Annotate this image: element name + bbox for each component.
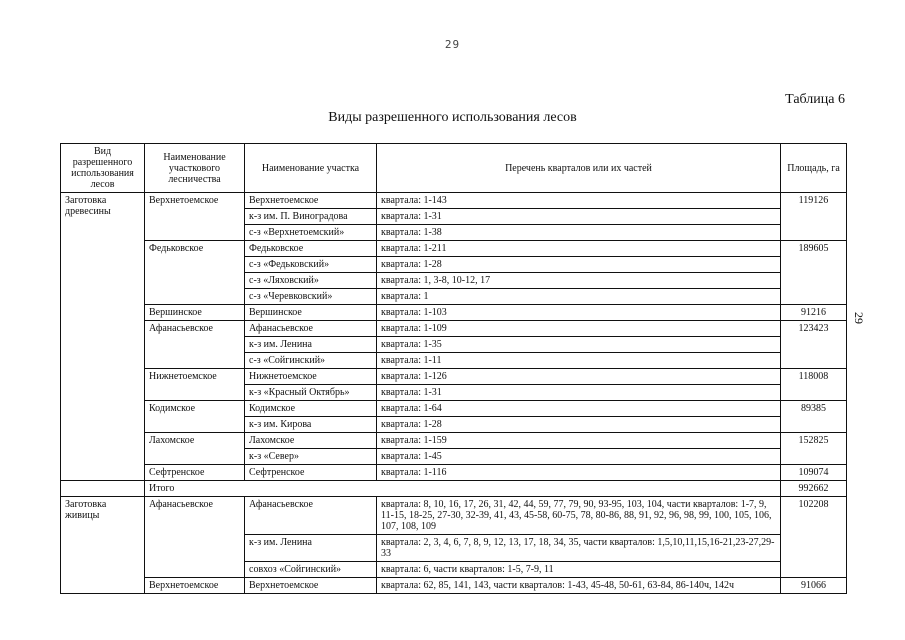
forestry-cell: Афанасьевское xyxy=(145,321,245,369)
total-label: Итого xyxy=(145,481,781,497)
area-cell: 91216 xyxy=(781,305,847,321)
table-row xyxy=(61,241,847,257)
quarters-cell: квартала: 1-211 xyxy=(377,241,781,257)
plot-cell: к-з «Красный Октябрь» xyxy=(245,385,377,401)
table-row xyxy=(61,433,847,449)
plot-cell: с-з «Ляховский» xyxy=(245,273,377,289)
area-cell: 189605 xyxy=(781,241,847,305)
quarters-cell: квартала: 1, 3-8, 10-12, 17 xyxy=(377,273,781,289)
plot-cell: к-з им. Ленина xyxy=(245,535,377,562)
plot-cell: Верхнетоемское xyxy=(245,193,377,209)
plot-cell: к-з им. Кирова xyxy=(245,417,377,433)
quarters-cell: квартала: 1-159 xyxy=(377,433,781,449)
plot-cell: с-з «Черевковский» xyxy=(245,289,377,305)
table-row xyxy=(61,321,847,337)
page-number-top: 29 xyxy=(444,38,461,51)
table-caption: Таблица 6 xyxy=(785,92,845,107)
area-cell: 119126 xyxy=(781,193,847,241)
forestry-cell: Верхнетоемское xyxy=(145,193,245,241)
table-row xyxy=(61,193,847,209)
quarters-cell: квартала: 8, 10, 16, 17, 26, 31, 42, 44, 59, 77, 79, 90, 93-95, 103, 104, части кварталов: 1-7, 9, 11-15, 18-25, 27-30, 32-39, 41, 43, 45-58, 60-75, 78, 80-86, 88, 91, 92, 96, 98, 99, 100, 105, 106, 107, 108, 109 xyxy=(377,497,781,535)
forestry-cell: Кодимское xyxy=(145,401,245,433)
plot-cell: совхоз «Сойгинский» xyxy=(245,562,377,578)
quarters-cell: квартала: 2, 3, 4, 6, 7, 8, 9, 12, 13, 17, 18, 34, 35, части кварталов: 1,5,10,11,15,16-21,23-27,29-33 xyxy=(377,535,781,562)
quarters-cell: квартала: 1-35 xyxy=(377,337,781,353)
forestry-cell: Федьковское xyxy=(145,241,245,305)
quarters-cell: квартала: 1-38 xyxy=(377,225,781,241)
table-row xyxy=(61,578,847,594)
area-cell: 118008 xyxy=(781,369,847,401)
header-area: Площадь, га xyxy=(781,144,847,193)
area-cell: 123423 xyxy=(781,321,847,369)
table-row xyxy=(61,401,847,417)
header-use-type: Вид разрешенного использования лесов xyxy=(61,144,145,193)
forestry-cell: Нижнетоемское xyxy=(145,369,245,401)
quarters-cell: квартала: 1-64 xyxy=(377,401,781,417)
plot-cell: к-з «Север» xyxy=(245,449,377,465)
quarters-cell: квартала: 1-28 xyxy=(377,417,781,433)
area-cell: 89385 xyxy=(781,401,847,433)
plot-cell: к-з им. П. Виноградова xyxy=(245,209,377,225)
forestry-cell: Лахомское xyxy=(145,433,245,465)
side-page-number: 29 xyxy=(852,312,866,324)
area-cell: 91066 xyxy=(781,578,847,594)
forestry-cell: Афанасьевское xyxy=(145,497,245,578)
forestry-cell: Сефтренское xyxy=(145,465,245,481)
plot-cell: Сефтренское xyxy=(245,465,377,481)
plot-cell: Афанасьевское xyxy=(245,497,377,535)
quarters-cell: квартала: 1-143 xyxy=(377,193,781,209)
use-type-cell: Заготовка живицы xyxy=(61,497,145,594)
plot-cell: Лахомское xyxy=(245,433,377,449)
area-cell: 102208 xyxy=(781,497,847,578)
plot-cell: Кодимское xyxy=(245,401,377,417)
forestry-cell: Вершинское xyxy=(145,305,245,321)
plot-cell: Нижнетоемское xyxy=(245,369,377,385)
plot-cell: с-з «Верхнетоемский» xyxy=(245,225,377,241)
header-forestry: Наименование участкового лесничества xyxy=(145,144,245,193)
plot-cell: с-з «Сойгинский» xyxy=(245,353,377,369)
table-row xyxy=(61,465,847,481)
plot-cell: Вершинское xyxy=(245,305,377,321)
document-title: Виды разрешенного использования лесов xyxy=(328,110,577,125)
forest-use-table xyxy=(60,143,847,594)
quarters-cell: квартала: 1-28 xyxy=(377,257,781,273)
quarters-cell: квартала: 6, части кварталов: 1-5, 7-9, 11 xyxy=(377,562,781,578)
quarters-cell: квартала: 1-11 xyxy=(377,353,781,369)
forestry-cell: Верхнетоемское xyxy=(145,578,245,594)
table-row xyxy=(61,497,847,535)
area-cell: 152825 xyxy=(781,433,847,465)
quarters-cell: квартала: 1-31 xyxy=(377,385,781,401)
total-row xyxy=(61,481,847,497)
quarters-cell: квартала: 1-109 xyxy=(377,321,781,337)
plot-cell: с-з «Федьковский» xyxy=(245,257,377,273)
total-area: 992662 xyxy=(781,481,847,497)
quarters-cell: квартала: 1-126 xyxy=(377,369,781,385)
table-header-row xyxy=(61,144,847,193)
table-row xyxy=(61,369,847,385)
header-quarters: Перечень кварталов или их частей xyxy=(377,144,781,193)
plot-cell: Афанасьевское xyxy=(245,321,377,337)
quarters-cell: квартала: 1-116 xyxy=(377,465,781,481)
plot-cell: Верхнетоемское xyxy=(245,578,377,594)
use-type-cell: Заготовка древесины xyxy=(61,193,145,481)
table-row xyxy=(61,305,847,321)
quarters-cell: квартала: 62, 85, 141, 143, части кварталов: 1-43, 45-48, 50-61, 63-84, 86-140ч, 142ч xyxy=(377,578,781,594)
area-cell: 109074 xyxy=(781,465,847,481)
quarters-cell: квартала: 1-103 xyxy=(377,305,781,321)
quarters-cell: квартала: 1 xyxy=(377,289,781,305)
plot-cell: к-з им. Ленина xyxy=(245,337,377,353)
empty-cell xyxy=(61,481,145,497)
header-plot: Наименование участка xyxy=(245,144,377,193)
plot-cell: Федьковское xyxy=(245,241,377,257)
quarters-cell: квартала: 1-31 xyxy=(377,209,781,225)
quarters-cell: квартала: 1-45 xyxy=(377,449,781,465)
